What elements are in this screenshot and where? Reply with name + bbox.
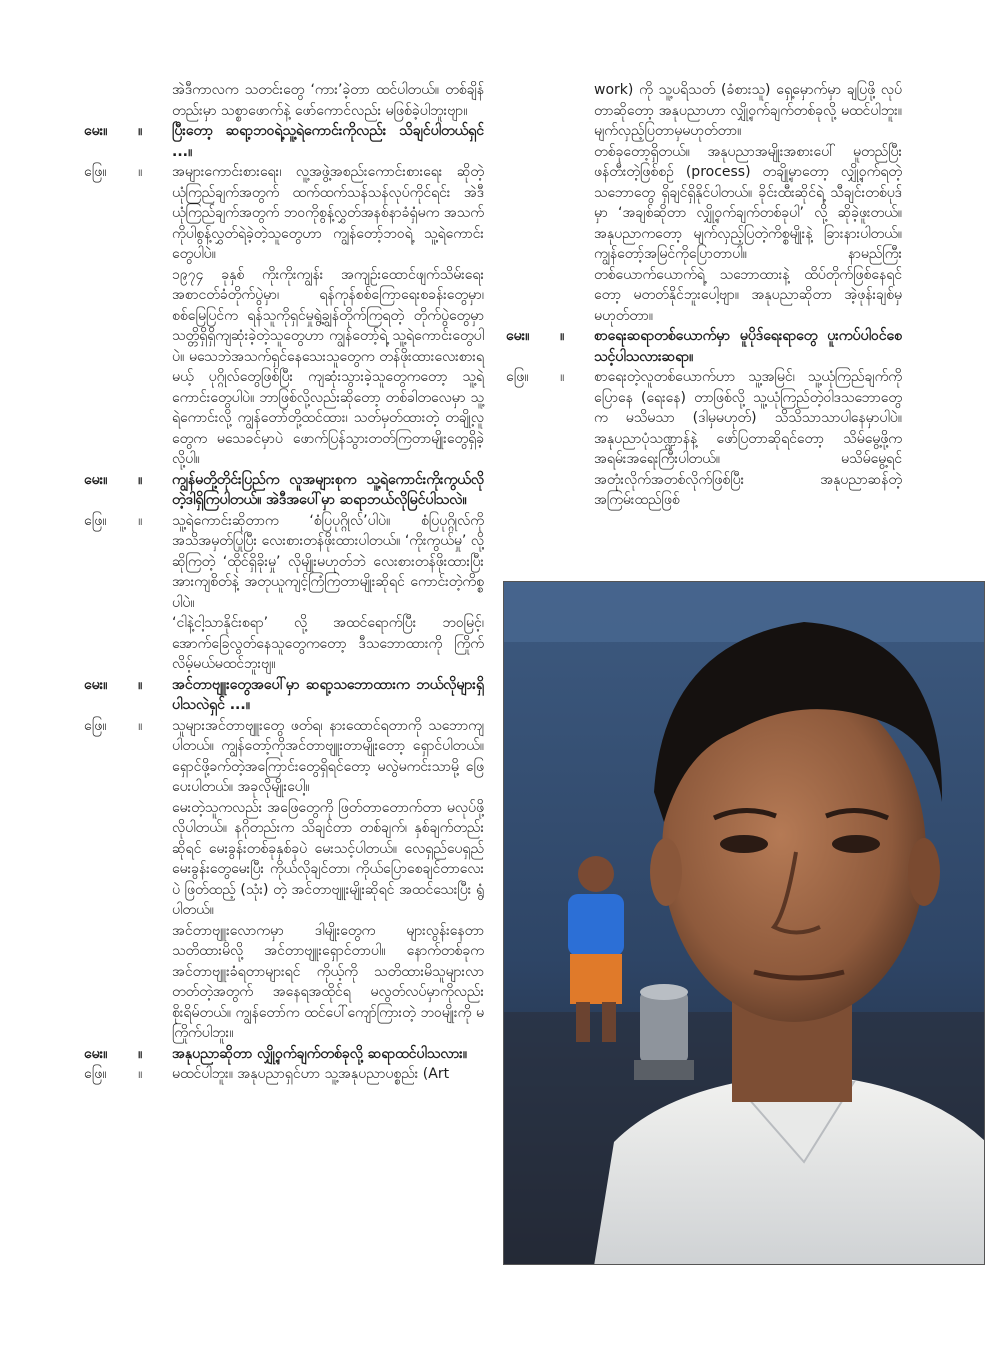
- answer-1: [84, 162, 484, 265]
- answer-1-paragraph-2: ၁၉၇၄ ခုနှစ် ကိုးကိုးကျွန်း အကျဉ်းထောင်ဖျက်သိမ်းရေး အစာငတ်ခံတိုက်ပွဲမှာ၊ ရန်ကုန်စစ်ကြောရေးစခန်းတွေမှာ၊ စစ်မြေပြင်က ရန်သူကိုရှင်မှုရွဲ့ချွန်တိုက်ကြရတဲ့ တိုက်ပွဲတွေမှာ သတ္တိရှိရှိကျဆုံးခဲ့တဲ့သူတွေဟာ ကျွန်တော့်ရဲ့ သူ့ရဲကောင်းတွေပါပဲ။ မသေဘဲအသက်ရှင်နေသေးသူတွေက တန်ဖိုးထားလေးစားရမယ့် ပုဂ္ဂိုလ်တွေဖြစ်ပြီး ကျဆုံးသွားခဲ့သူတွေကတော့ သူ့ရဲကောင်းတွေပါပဲ။ ဘာဖြစ်လို့လည်းဆိုတော့ တစ်ခါတလေမှာ သူ့ရဲကောင်းလို့ ကျွန်တော်တို့ထင်ထား၊ သတ်မှတ်ထားတဲ့ တချို့လူတွေက မသေခင်မှာပဲ ဖောက်ပြန်သွားတတ်ကြတာမျိုးတွေရှိခဲ့လို့ပါ။: [172, 266, 484, 467]
- question-label: မေး။: [84, 123, 108, 139]
- answer-4: [84, 1064, 484, 1085]
- portrait-photo: [503, 581, 985, 1265]
- label-separator: ။: [138, 676, 143, 693]
- label-separator: ။: [560, 328, 565, 344]
- answer-label: ဖြေ။: [84, 1066, 107, 1082]
- question-label: မေး။: [84, 1045, 108, 1062]
- label-separator: ။: [138, 164, 143, 180]
- answer-label: ဖြေ။: [506, 369, 529, 385]
- question-4: [84, 1044, 484, 1065]
- question-5: [506, 326, 902, 367]
- question-text: အင်တာဗျူးတွေအပေါ်မှာ ဆရာ့သဘောထားက ဘယ်လိုများရှိပါသလဲရှင် ...။: [172, 676, 484, 713]
- label-separator: ။: [138, 1066, 143, 1082]
- question-text: ပြီးတော့ ဆရာ့ဘဝရဲ့သူ့ရဲကောင်းကိုလည်း သိချင်ပါတယ်ရှင် ...။: [172, 123, 484, 160]
- wall-band: [504, 582, 985, 642]
- question-text: အနုပညာဆိုတာ လျှို့ဝှက်ချက်တစ်ခုလို့ ဆရာထင်ပါသလား။: [172, 1045, 468, 1062]
- answer-5: [506, 367, 902, 511]
- answer-2: [84, 511, 484, 614]
- answer-label: ဖြေ။: [84, 512, 107, 529]
- answer-label: ဖြေ။: [84, 164, 107, 180]
- left-column: [84, 80, 484, 1085]
- label-separator: ။: [138, 1045, 143, 1062]
- question-label: မေး။: [84, 676, 108, 693]
- intro-paragraph: အဲဒီကာလက သတင်းတွေ ‘ကား’ခဲ့တာ ထင်ပါတယ်။ တစ်ချိန်တည်းမှာ သစ္စာဖောက်နဲ့ ဖော်ကောင်လည်း မဖြစ်ခဲ့ပါဘူးဗျာ။: [172, 82, 484, 119]
- question-text: စာရေးဆရာတစ်ယောက်မှာ မူပိုဒ်ရေးရာတွေ ပူးကပ်ပါဝင်စေသင့်ပါသလားဆရာ။: [594, 328, 902, 365]
- background-stove: [634, 984, 694, 1080]
- answer-3-paragraph-2: မေးတဲ့သူကလည်း အဖြေတွေကို ဖြတ်တာတောက်တာ မလုပ်ဖို့ လိုပါတယ်။ နဂိုတည်းက သိချင်တာ တစ်ချက်၊ နှစ်ချက်တည်းဆိုရင် မေးခွန်းတစ်ခုနှစ်ခုပဲ မေးသင့်ပါတယ်။ လေရှည်ပေရှည် မေးခွန်းတွေမေးပြီး ကိုယ်လိုချင်တာ၊ ကိုယ်ပြောစေချင်တာလေးပဲ ဖြတ်ထည့် (သုံး) တဲ့ အင်တာဗျူးမျိုးဆိုရင် အထင်သေးပြီး ရွံပါတယ်။: [172, 799, 484, 918]
- answer-label: ဖြေ။: [84, 717, 107, 734]
- answer-text: စာရေးတဲ့လူတစ်ယောက်ဟာ သူ့အမြင်၊ သူ့ယုံကြည်ချက်ကို ပြောနေ (ရေးနေ) တာဖြစ်လို့ သူ့ယုံကြည်တဲ့ဝါဒသဘောတွေက မသိမသာ (ဒါမှမဟုတ်) သိသိသာသာပါနေမှာပါပဲ။ အနုပညာပုံသဏ္ဍာန်နဲ့ ဖော်ပြတာဆိုရင်တော့ သိမ်မွေ့ဖို့က အရမ်းအရေးကြီးပါတယ်။ မသိမ်မွေ့ရင် အတုံးလိုက်အတစ်လိုက်ဖြစ်ပြီး အနုပညာဆန်တဲ့ အကြမ်းထည်ဖြစ်: [594, 369, 902, 508]
- question-label: မေး။: [84, 471, 108, 488]
- question-1: [84, 121, 484, 162]
- answer-text: အများကောင်းစားရေး၊ လူ့အဖွဲ့အစည်းကောင်းစားရေး ဆိုတဲ့ ယုံကြည်ချက်အတွက် ထက်ထက်သန်သန်လုပ်ကိုင်ရင်း အဲဒီယုံကြည်ချက်အတွက် ဘဝကိုစွန့်လွှတ်အနစ်နာခံရှံမက အသက်ကိုပါစွန့်လွှတ်ရဲခဲ့တဲ့သူတွေဟာ ကျွန်တော့်ဘဝရဲ့ သူ့ရဲကောင်းတွေပါပဲ။: [172, 164, 484, 262]
- right-column: [506, 80, 902, 511]
- question-3: [84, 675, 484, 716]
- label-separator: ။: [138, 512, 143, 529]
- label-separator: ။: [138, 471, 143, 488]
- question-2: [84, 470, 484, 511]
- answer-3: [84, 716, 484, 798]
- portrait-illustration: [504, 582, 985, 1265]
- continued-paragraph: work) ကို သူ့ပရိသတ် (ခံစားသူ) ရှေ့မှောက်မှာ ချပြဖို့ လုပ်တာဆိုတော့ အနုပညာဟာ လျှို့ဝှက်ချက်တစ်ခုလို့ မထင်ပါဘူး။ မျက်လှည့်ပြတာမှမဟုတ်တာ။: [594, 82, 902, 139]
- label-separator: ။: [138, 123, 143, 139]
- answer-2-paragraph-2: ‘ငါနဲ့ငါ့သာနိုင်းစရာ’ လို့ အထင်ရောက်ပြီး ဘဝမြင့်၊ အောက်ခြေလွတ်နေသူတွေကတော့ ဒီသဘောထားကို ကြိုက်လိမ့်မယ်မထင်ဘူးဗျ။: [172, 615, 484, 672]
- answer-text: သူများအင်တာဗျူးတွေ ဖတ်ရ၊ နားထောင်ရတာကို သဘောကျပါတယ်။ ကျွန်တော့်ကိုအင်တာဗျူးတာမျိုးတော့ ရှောင်ပါတယ်။ ရှောင်ဖို့ခက်တဲ့အကြောင်းတွေရှိရင်တော့ မလွဲမကင်းသာမို့ ဖြေပေးပါတယ်။ အခုလိုမျိုးပေါ့။: [172, 717, 484, 795]
- answer-text: သူ့ရဲကောင်းဆိုတာက ‘စံပြပုဂ္ဂိုလ်’ပါပဲ။ စံပြပုဂ္ဂိုလ်ကို အသိအမှတ်ပြုပြီး လေးစားတန်ဖိုးထားပါတယ်။ ‘ကိုးကွယ်မှု’ လို့ဆိုကြတဲ့ ‘ထိုင်ရှိခိုးမှု’ လိုမျိုးမဟုတ်ဘဲ လေးစားတန်ဖိုးထားပြီး အားကျစိတ်နဲ့ အတုယူကျင့်ကြံကြတာမျိုးဆိုရင် ကောင်းတဲ့ကိစ္စပါပဲ။: [172, 512, 484, 611]
- label-separator: ။: [560, 369, 565, 385]
- answer-3-paragraph-3: အင်တာဗျူးလောကမှာ ဒါမျိုးတွေက များလွန်းနေတာ သတိထားမိလို့ အင်တာဗျူးရှောင်တာပါ။ နောက်တစ်ခုက အင်တာဗျူးခံရတာများရင် ကိုယ့်ကို သတိထားမိသူများလာတတ်တဲ့အတွက် အနေရအထိုင်ရ မလွတ်လပ်မှာကိုလည်း စိုးရိမ်တယ်။ ကျွန်တော်က ထင်ပေါ်ကျော်ကြားတဲ့ ဘဝမျိုးကို မကြိုက်ပါဘူး။: [172, 922, 484, 1041]
- answer-text: မထင်ပါဘူး။ အနုပညာရှင်ဟာ သူ့အနုပညာပစ္စည်း (Art: [172, 1066, 450, 1082]
- right-paragraph-2: တစ်ခုတော့ရှိတယ်။ အနုပညာအမျိုးအစားပေါ် မူတည်ပြီး ဖန်တီးတဲ့ဖြစ်စဉ် (process) တချို့မှာတော့ လျှို့ဝှက်ရတဲ့ သဘောတွေ ရှိချင်ရှိနိုင်ပါတယ်။ ခိုင်းထီးဆိုင်ရဲ့ သီချင်းတစ်ပုဒ်မှာ ‘အချစ်ဆိုတာ လျှို့ဝှက်ချက်တစ်ခုပါ’ လို့ ဆိုခဲ့ဖူးတယ်။ အနုပညာကတော့ မျက်လှည့်ပြတဲ့ကိစ္စမျိုးနဲ့ ခြားနားပါတယ်။ ကျွန်တော့်အမြင်ကိုပြောတာပါ။ နာမည်ကြီးတစ်ယောက်ယောက်ရဲ့ သဘောထားနဲ့ ထိပ်တိုက်ဖြစ်နေရင်တော့ မတတ်နိုင်ဘူးပေါ့ဗျာ။ အနုပညာဆိုတာ အဲ့ဖုန်းချစ်မှမဟုတ်တာ။: [594, 143, 902, 324]
- question-text: ကျွန်မတို့တိုင်းပြည်က လူအများစုက သူ့ရဲကောင်းကိုးကွယ်လိုတဲ့ဒါရှိကြပါတယ်။ အဲဒီအပေါ်မှာ ဆရာဘယ်လိုမြင်ပါသလဲ။: [172, 471, 484, 508]
- label-separator: ။: [138, 717, 143, 734]
- question-label: မေး။: [506, 328, 530, 344]
